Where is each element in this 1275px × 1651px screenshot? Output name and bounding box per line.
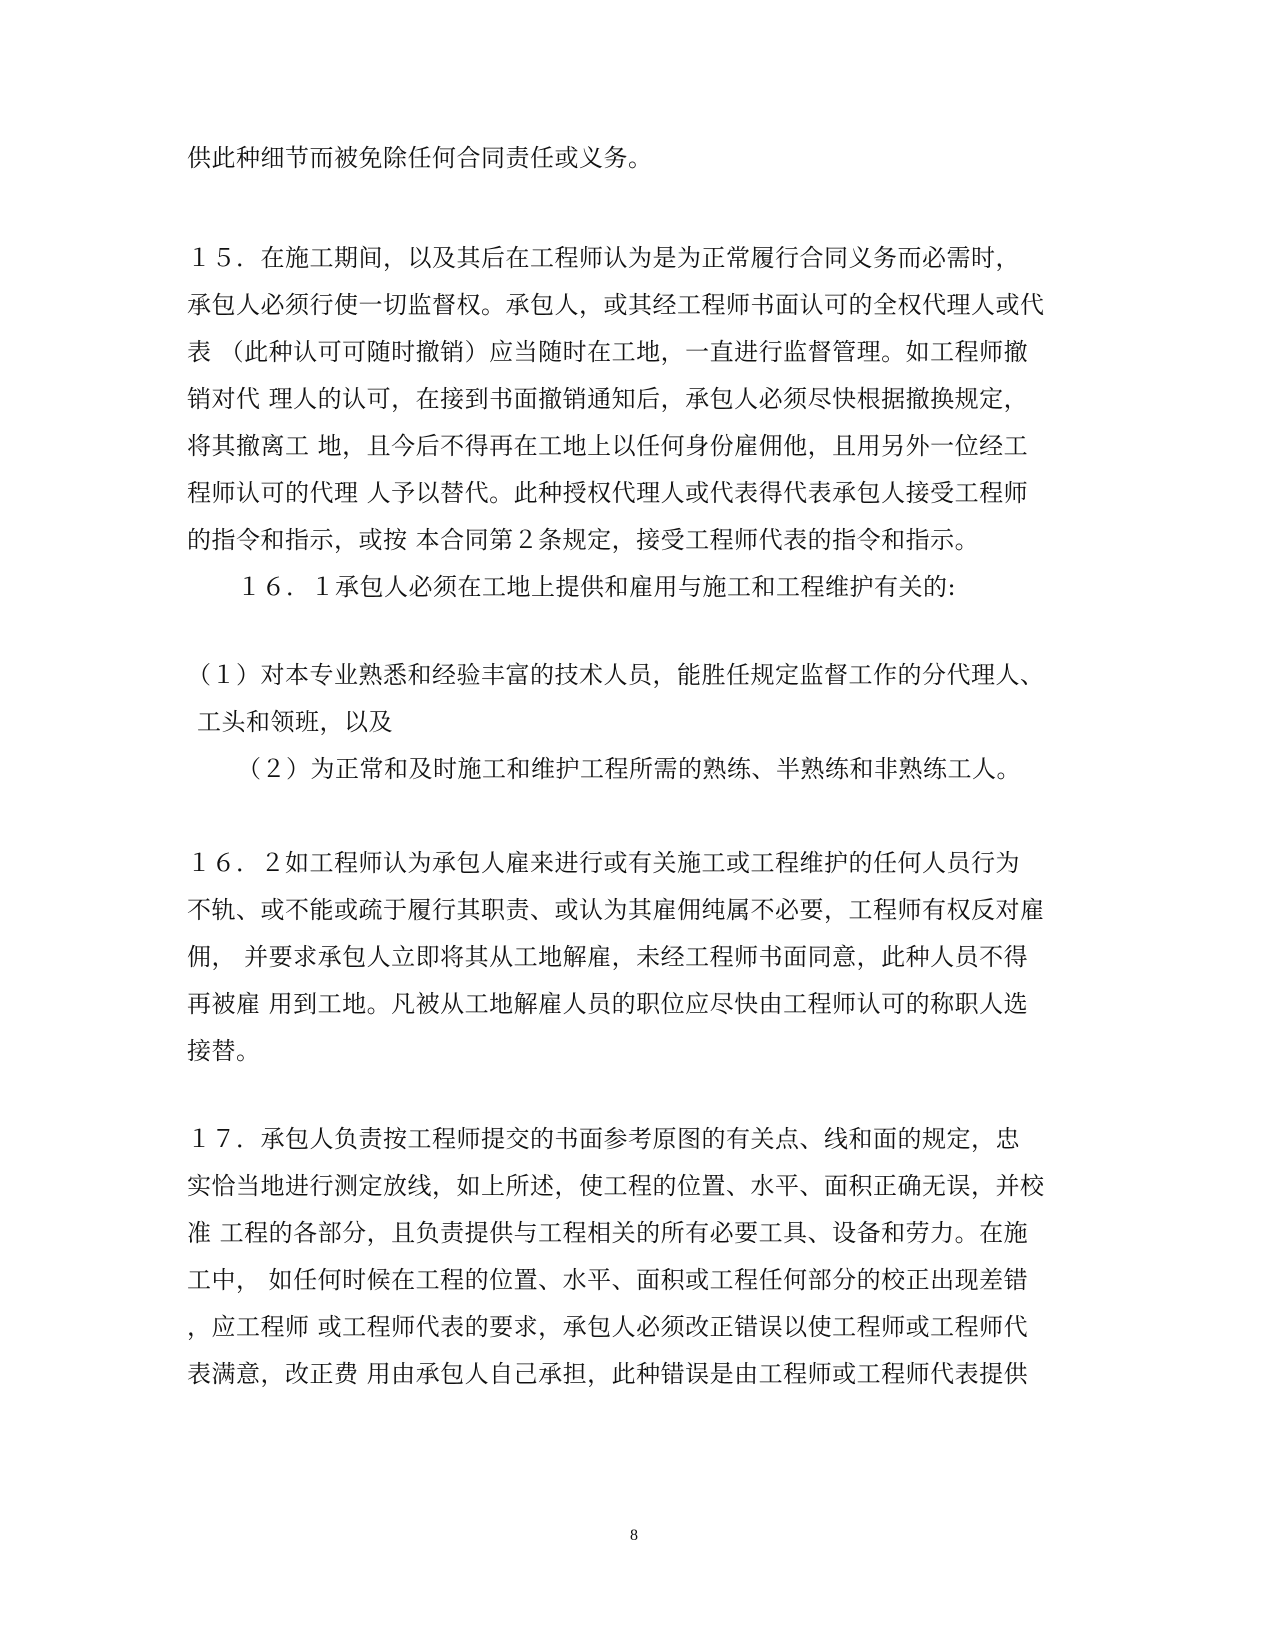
text-line: 销对代 理人的认可，在接到书面撤销通知后，承包人必须尽快根据撤换规定， bbox=[187, 385, 1029, 413]
list-item-text: （１）对本专业熟悉和经验丰富的技术人员，能胜任规定监督工作的分代理人、 bbox=[187, 661, 1045, 689]
text-line: 表满意，改正费 用由承包人自己承担，此种错误是由工程师或工程师代表提供 bbox=[187, 1360, 1029, 1388]
text-line: １５．在施工期间，以及其后在工程师认为是为正常履行合同义务而必需时， bbox=[187, 244, 1020, 272]
text-line: 实恰当地进行测定放线，如上所述，使工程的位置、水平、面积正确无误，并校 bbox=[187, 1172, 1045, 1200]
text-line: １７．承包人负责按工程师提交的书面参考原图的有关点、线和面的规定，忠 bbox=[187, 1125, 1020, 1153]
text-line: 再被雇 用到工地。凡被从工地解雇人员的职位应尽快由工程师认可的称职人选 bbox=[187, 990, 1029, 1018]
text-line: 准 工程的各部分，且负责提供与工程相关的所有必要工具、设备和劳力。在施 bbox=[187, 1219, 1029, 1247]
text-line: 表 （此种认可可随时撤销）应当随时在工地，一直进行监督管理。如工程师撤 bbox=[187, 338, 1029, 366]
text-line: １６．１承包人必须在工地上提供和雇用与施工和工程维护有关的: bbox=[237, 573, 957, 601]
text-line: 的指令和指示，或按 本合同第２条规定，接受工程师代表的指令和指示。 bbox=[187, 526, 980, 554]
text-line: 供此种细节而被免除任何合同责任或义务。 bbox=[187, 144, 653, 172]
text-line: 接替。 bbox=[187, 1037, 261, 1065]
text-line: 不轨、或不能或疏于履行其职责、或认为其雇佣纯属不必要，工程师有权反对雇 bbox=[187, 896, 1045, 924]
text-line: 佣， 并要求承包人立即将其从工地解雇，未经工程师书面同意，此种人员不得 bbox=[187, 943, 1029, 971]
text-line: 承包人必须行使一切监督权。承包人，或其经工程师书面认可的全权代理人或代 bbox=[187, 291, 1045, 319]
text-line: 程师认可的代理 人予以替代。此种授权代理人或代表得代表承包人接受工程师 bbox=[187, 479, 1029, 507]
text-line: 工中， 如任何时候在工程的位置、水平、面积或工程任何部分的校正出现差错 bbox=[187, 1266, 1029, 1294]
text-line: ，应工程师 或工程师代表的要求，承包人必须改正错误以使工程师或工程师代 bbox=[187, 1313, 1029, 1341]
text-line: 将其撤离工 地，且今后不得再在工地上以任何身份雇佣他，且用另外一位经工 bbox=[187, 432, 1029, 460]
page-number: 8 bbox=[630, 1527, 638, 1544]
text-line: １６．２如工程师认为承包人雇来进行或有关施工或工程维护的任何人员行为 bbox=[187, 849, 1020, 877]
list-item-text: （２）为正常和及时施工和维护工程所需的熟练、半熟练和非熟练工人。 bbox=[237, 755, 1021, 783]
list-item-text: 工头和领班，以及 bbox=[197, 708, 393, 736]
